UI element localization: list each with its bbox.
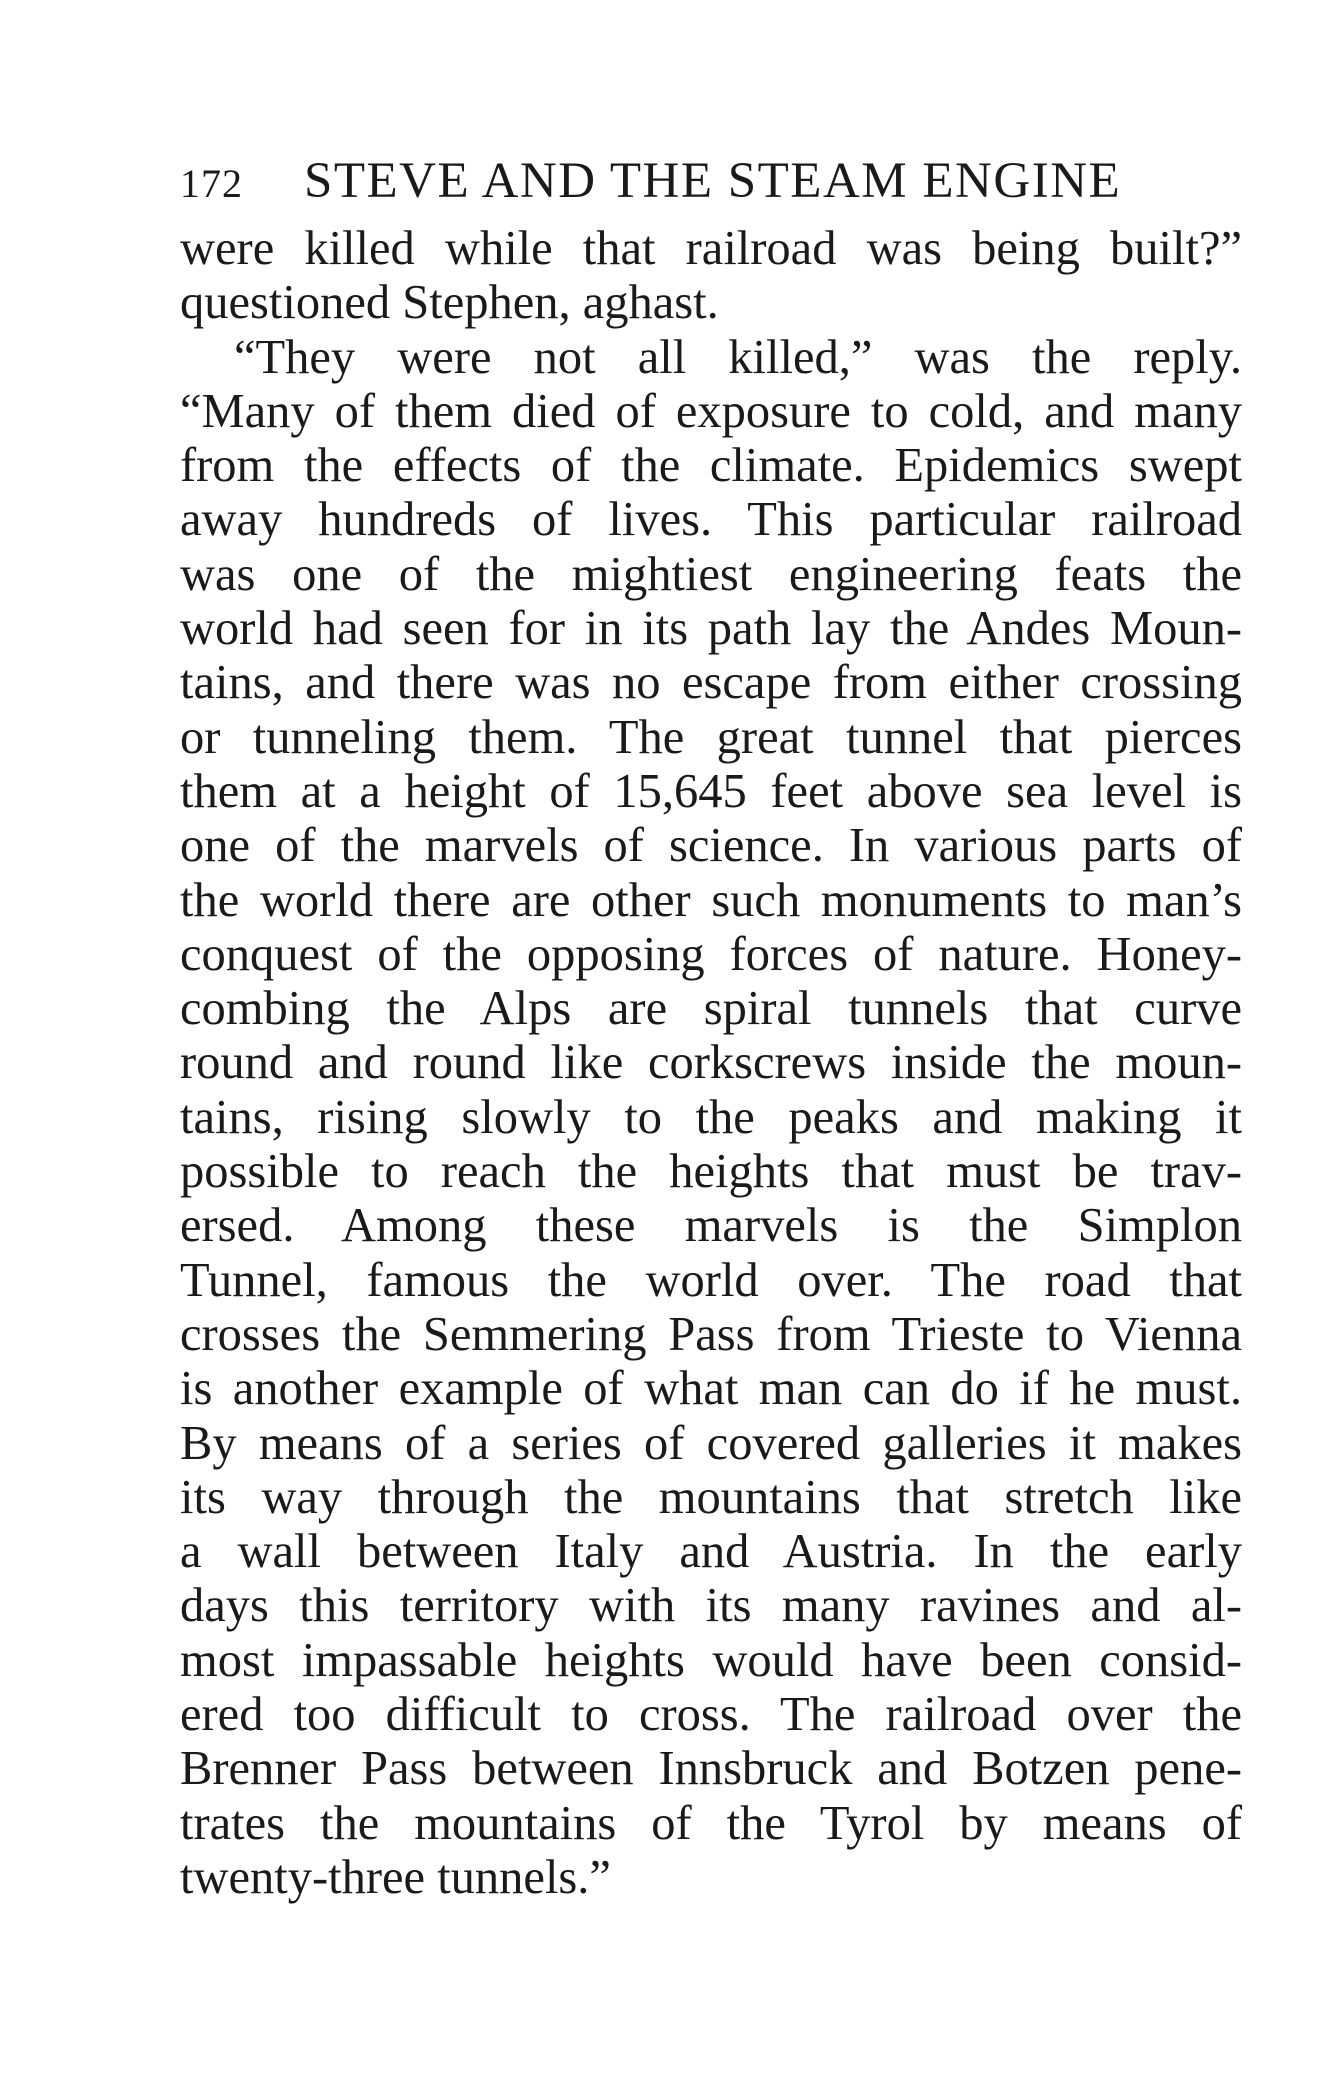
text-line: or tunneling them. The great tunnel that pierces <box>180 710 1242 764</box>
text-line: the world there are other such monuments to man’s <box>180 873 1242 927</box>
text-line: world had seen for in its path lay the Andes Moun- <box>180 602 1242 656</box>
running-title: STEVE AND THE STEAM ENGINE <box>304 153 1122 209</box>
page-header <box>180 152 1250 212</box>
text-line: tains, and there was no escape from either crossing <box>180 656 1242 710</box>
text-line: twenty-three tunnels.” <box>180 1850 611 1904</box>
text-line: away hundreds of lives. This particular railroad <box>180 493 1242 547</box>
text-line: its way through the mountains that stretch like <box>180 1470 1242 1524</box>
text-line: conquest of the opposing forces of nature. Honey- <box>180 927 1242 981</box>
page-number: 172 <box>180 161 243 206</box>
text-line: combing the Alps are spiral tunnels that curve <box>180 982 1242 1036</box>
text-line: “Many of them died of exposure to cold, and many <box>180 384 1242 438</box>
text-line: most impassable heights would have been consid- <box>180 1633 1242 1687</box>
text-line: round and round like corkscrews inside the moun- <box>180 1036 1242 1090</box>
text-line: a wall between Italy and Austria. In the early <box>180 1525 1242 1579</box>
text-line: one of the marvels of science. In various parts of <box>180 819 1242 873</box>
text-line: trates the mountains of the Tyrol by means of <box>180 1796 1242 1850</box>
text-line: Tunnel, famous the world over. The road that <box>180 1253 1242 1307</box>
text-line: By means of a series of covered galleries it makes <box>180 1416 1242 1470</box>
text-line: from the effects of the climate. Epidemics swept <box>180 439 1242 493</box>
body-text <box>180 222 1242 1905</box>
text-line: were killed while that railroad was being built?” <box>180 222 1242 275</box>
text-line: days this territory with its many ravines and al- <box>180 1579 1242 1633</box>
text-line: crosses the Semmering Pass from Trieste to Vienna <box>180 1307 1242 1361</box>
text-line: “They were not all killed,” was the reply. <box>234 330 1242 384</box>
text-line: them at a height of 15,645 feet above sea level is <box>180 764 1242 818</box>
text-line: ersed. Among these marvels is the Simplon <box>180 1199 1242 1253</box>
text-line: ered too difficult to cross. The railroad over the <box>180 1688 1242 1742</box>
text-line: Brenner Pass between Innsbruck and Botzen pene- <box>180 1742 1242 1796</box>
text-line: questioned Stephen, aghast. <box>180 276 719 330</box>
text-line: tains, rising slowly to the peaks and making it <box>180 1090 1242 1144</box>
text-line: possible to reach the heights that must be trav- <box>180 1145 1242 1199</box>
text-line: is another example of what man can do if he must. <box>180 1362 1242 1416</box>
text-line: was one of the mightiest engineering feats the <box>180 547 1242 601</box>
